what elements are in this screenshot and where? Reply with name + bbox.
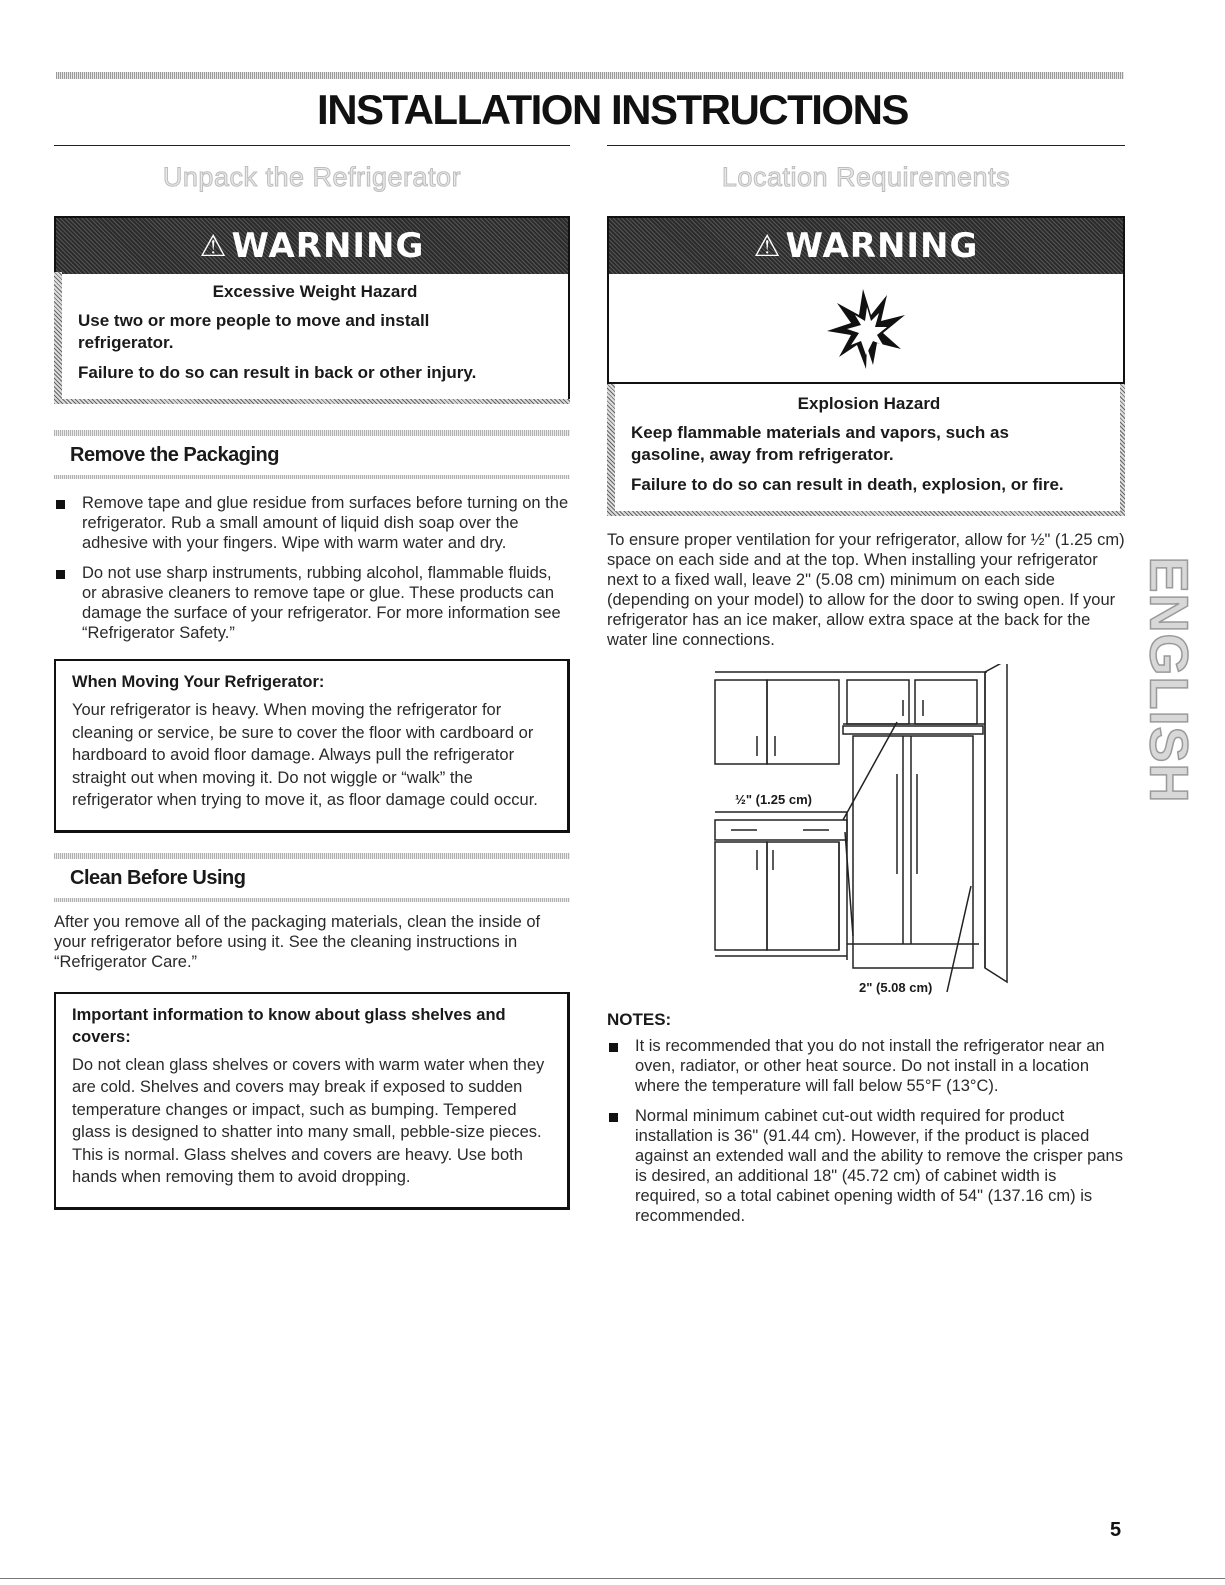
explosion-symbol-area xyxy=(609,274,1123,384)
list-item: Normal minimum cabinet cut-out width required for product installation is 36" (91.44 cm). However, if the product is placed against an extended wall and the ability to remove the crisper pans is desired, an additional 18" (45.72 cm) of cabinet width is required, so a total cabinet opening width of 54" (137.16 cm) is recommended. xyxy=(607,1106,1125,1226)
notes-list xyxy=(607,1036,1125,1226)
language-side-tab xyxy=(1139,556,1199,804)
page-title: INSTALLATION INSTRUCTIONS xyxy=(317,86,908,133)
warning-shading xyxy=(607,384,615,516)
warning-box-explosion xyxy=(607,216,1125,516)
remove-packaging-section xyxy=(54,430,570,643)
section-rule xyxy=(607,145,1125,146)
language-label: ENGLISH xyxy=(1139,556,1199,804)
warning-header-text: WARNING xyxy=(231,226,425,266)
top-decorative-bar xyxy=(56,72,1124,79)
warning-body xyxy=(56,274,568,402)
left-column xyxy=(54,145,570,1210)
bottom-edge-line xyxy=(0,1578,1225,1579)
warning-triangle-icon: ⚠ xyxy=(753,228,782,264)
section-title-location: Location Requirements xyxy=(721,162,1011,192)
subsection-title: Clean Before Using xyxy=(70,866,246,889)
notes-title: NOTES: xyxy=(607,1010,672,1029)
section-title-unpack: Unpack the Refrigerator xyxy=(162,162,462,192)
hazard-title: Explosion Hazard xyxy=(797,394,941,413)
packaging-bullet-list xyxy=(54,493,570,643)
list-item: Do not use sharp instruments, rubbing alcohol, flammable fluids, or abrasive cleaners to remove tape or glue. These products can damage the surface of your refrigerator. For more information see “Refrigerator Safety.” xyxy=(54,563,570,643)
explosion-icon xyxy=(821,285,911,371)
location-intro-paragraph: To ensure proper ventilation for your refrigerator, allow for ½" (1.25 cm) space on each side and at the top. When installing your refrigerator next to a fixed wall, leave 2" (5.08 cm) minimum on each side (depending on your model) to allow for the door to swing open. If your refrigerator has an ice maker, allow extra space at the back for the water line connections. xyxy=(607,531,1125,649)
glass-info-box xyxy=(54,992,570,1210)
list-item: It is recommended that you do not install the refrigerator near an oven, radiator, or other heat source. Do not install in a location where the temperature will fall below 55°F (13°C). xyxy=(607,1036,1125,1096)
section-divider xyxy=(54,898,570,902)
clearance-diagram xyxy=(607,664,1125,1004)
warning-line: Failure to do so can result in back or other injury. xyxy=(78,363,477,382)
warning-triangle-icon: ⚠ xyxy=(199,228,228,264)
subsection-title: Remove the Packaging xyxy=(70,444,279,466)
box-title: Important information to know about glass shelves and covers: xyxy=(72,1005,506,1046)
right-column xyxy=(607,145,1125,1236)
section-divider xyxy=(54,853,570,859)
warning-line: Keep flammable materials and vapors, such as gasoline, away from refrigerator. xyxy=(631,423,1009,464)
warning-header xyxy=(609,218,1123,274)
warning-header xyxy=(56,218,568,274)
warning-body xyxy=(609,384,1123,514)
warning-shading xyxy=(1120,384,1125,516)
clean-section xyxy=(54,853,570,972)
page-number: 5 xyxy=(1110,1519,1122,1541)
warning-line: Failure to do so can result in death, explosion, or fire. xyxy=(631,475,1064,494)
warning-shading xyxy=(54,399,570,404)
notes-section xyxy=(607,1010,1125,1226)
section-rule xyxy=(54,145,570,146)
section-divider xyxy=(54,430,570,436)
warning-box-weight xyxy=(54,216,570,404)
warning-shading xyxy=(54,272,62,404)
section-divider xyxy=(54,475,570,479)
hazard-title: Excessive Weight Hazard xyxy=(212,282,418,301)
warning-line: Use two or more people to move and install refrigerator. xyxy=(78,311,430,352)
clearance-label-top: ½" (1.25 cm) xyxy=(735,792,812,807)
warning-shading xyxy=(607,511,1125,516)
list-item: Remove tape and glue residue from surfaces before turning on the refrigerator. Rub a small amount of liquid dish soap over the adhesive with your fingers. Wipe with warm water and dry. xyxy=(54,493,570,553)
clearance-label-bottom: 2" (5.08 cm) xyxy=(859,980,933,995)
moving-info-box xyxy=(54,659,570,833)
box-text: Do not clean glass shelves or covers with warm water when they are cold. Shelves and covers may break if exposed to sudden temperature changes or impact, such as bumping. Tempered glass is designed to shatter into many small, pebble-size pieces. This is normal. Glass shelves and covers are heavy. Use both hands when removing them to avoid dropping. xyxy=(72,1055,545,1186)
clean-paragraph: After you remove all of the packaging materials, clean the inside of your refrigerator before using it. See the cleaning instructions in “Refrigerator Care.” xyxy=(54,912,541,971)
box-title: When Moving Your Refrigerator: xyxy=(72,673,325,691)
refrigerator-clearance-diagram xyxy=(607,664,1125,1004)
box-text: Your refrigerator is heavy. When moving the refrigerator for cleaning or service, be sure to cover the floor with cardboard or hardboard to avoid floor damage. Always pull the refrigerator straight out when moving it. Do not wiggle or “walk” the refrigerator when trying to move it, as floor damage could occur. xyxy=(72,701,538,809)
warning-header-text: WARNING xyxy=(785,226,979,266)
